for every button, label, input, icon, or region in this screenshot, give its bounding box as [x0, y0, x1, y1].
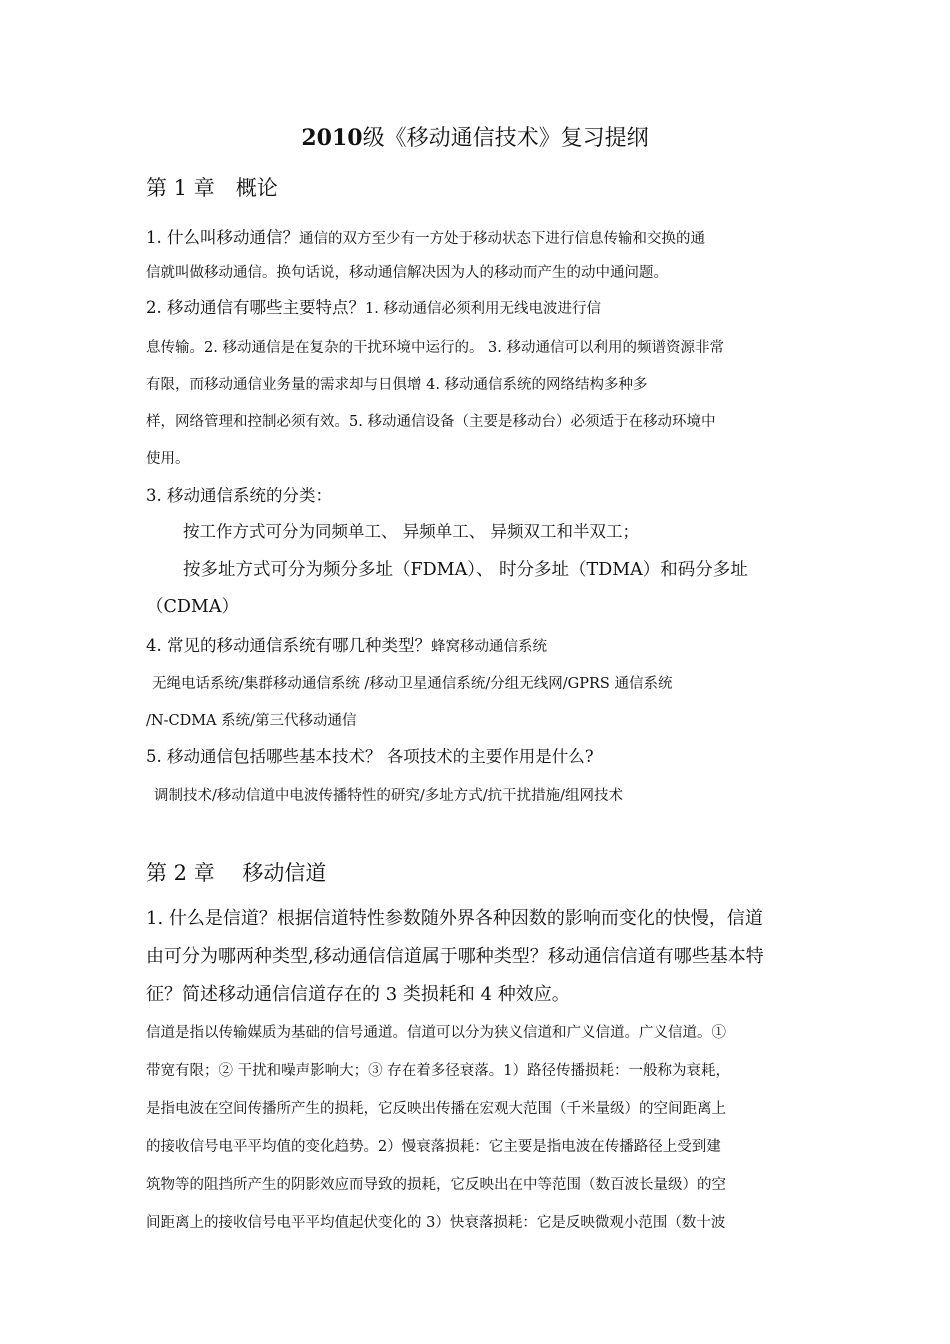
ch2-question-1-line-a: 1. 什么是信道？根据信道特性参数随外界各种因数的影响而变化的快慢，信道: [146, 908, 763, 929]
ch1-answer-1-cont: 信就叫做移动通信。换句话说，移动通信解决因为人的移动而产生的动中通问题。: [146, 265, 668, 281]
ch2-answer-line-4: 的接收信号电平平均值的变化趋势。2）慢衰落损耗：它主要是指电波在传播路径上受到建: [146, 1139, 721, 1155]
ch2-answer-line-6: 间距离上的接收信号电平平均值起伏变化的 3）快衰落损耗：它是反映微观小范围（数十波: [146, 1215, 726, 1231]
title-year: 2010: [301, 125, 363, 151]
ch1-answer-3-line-a: 按工作方式可分为同频单工、 异频单工、 异频双工和半双工；: [183, 522, 639, 541]
answer-text: 1. 移动通信必须利用无线电波进行信: [365, 301, 601, 317]
ch1-answer-2-line-c: 有限，而移动通信业务量的需求却与日俱增 4. 移动通信系统的网络结构多种多: [146, 377, 648, 393]
ch1-question-5: 5. 移动通信包括哪些基本技术？ 各项技术的主要作用是什么?: [146, 747, 594, 766]
ch2-answer-line-5: 筑物等的阻挡所产生的阴影效应而导致的损耗，它反映出在中等范围（数百波长量级）的空: [146, 1177, 726, 1193]
ch1-question-3: 3. 移动通信系统的分类：: [146, 486, 332, 505]
ch1-answer-3-line-b: 按多址方式可分为频分多址（FDMA）、 时分多址（TDMA）和码分多址: [183, 560, 748, 580]
answer-text: 蜂窝移动通信系统: [431, 639, 547, 655]
ch1-answer-5: 调制技术/移动信道中电波传播特性的研究/多址方式/抗干扰措施/组网技术: [154, 788, 624, 804]
ch1-question-4: [146, 632, 547, 656]
question-label: 1. 什么叫移动通信？: [146, 228, 299, 247]
ch2-question-1-line-c: 征？简述移动通信信道存在的 3 类损耗和 4 种效应。: [146, 984, 570, 1005]
ch1-question-2: [146, 294, 601, 318]
ch1-answer-2-line-b: 息传输。2. 移动通信是在复杂的干扰环境中运行的。 3. 移动通信可以利用的频谱资源非常: [146, 340, 724, 356]
ch2-answer-line-2: 带宽有限；② 干扰和噪声影响大；③ 存在着多径衰落。1）路径传播损耗：一般称为衰耗，: [146, 1063, 730, 1079]
ch1-answer-4-line-c: /N-CDMA 系统/第三代移动通信: [146, 713, 357, 729]
document-title: [0, 121, 950, 152]
ch1-answer-2-line-e: 使用。: [146, 451, 190, 467]
ch1-question-1: [146, 224, 705, 248]
chapter-2-heading: 第 2 章 移动信道: [146, 861, 327, 885]
ch2-answer-line-3: 是指电波在空间传播所产生的损耗，它反映出传播在宏观大范围（千米量级）的空间距离上: [146, 1101, 726, 1117]
title-text: 级《移动通信技术》复习提纲: [362, 126, 649, 151]
question-label: 4. 常见的移动通信系统有哪几种类型？: [146, 636, 431, 655]
ch1-answer-3-line-c: （CDMA）: [146, 597, 239, 617]
chapter-1-heading: 第 1 章 概论: [146, 176, 278, 200]
question-label: 2. 移动通信有哪些主要特点？: [146, 298, 365, 317]
ch1-answer-2-line-d: 样，网络管理和控制必须有效。5. 移动通信设备（主要是移动台）必须适于在移动环境中: [146, 414, 716, 430]
ch2-answer-line-1: 信道是指以传输媒质为基础的信号通道。信道可以分为狭义信道和广义信道。广义信道。①: [146, 1025, 726, 1041]
answer-text: 通信的双方至少有一方处于移动状态下进行信息传输和交换的通: [299, 231, 705, 247]
ch1-answer-4-line-b: 无绳电话系统/集群移动通信系统 /移动卫星通信系统/分组无线网/GPRS 通信系统: [152, 676, 673, 692]
ch2-question-1-line-b: 由可分为哪两种类型,移动通信信道属于哪种类型？移动通信信道有哪些基本特: [146, 946, 764, 967]
